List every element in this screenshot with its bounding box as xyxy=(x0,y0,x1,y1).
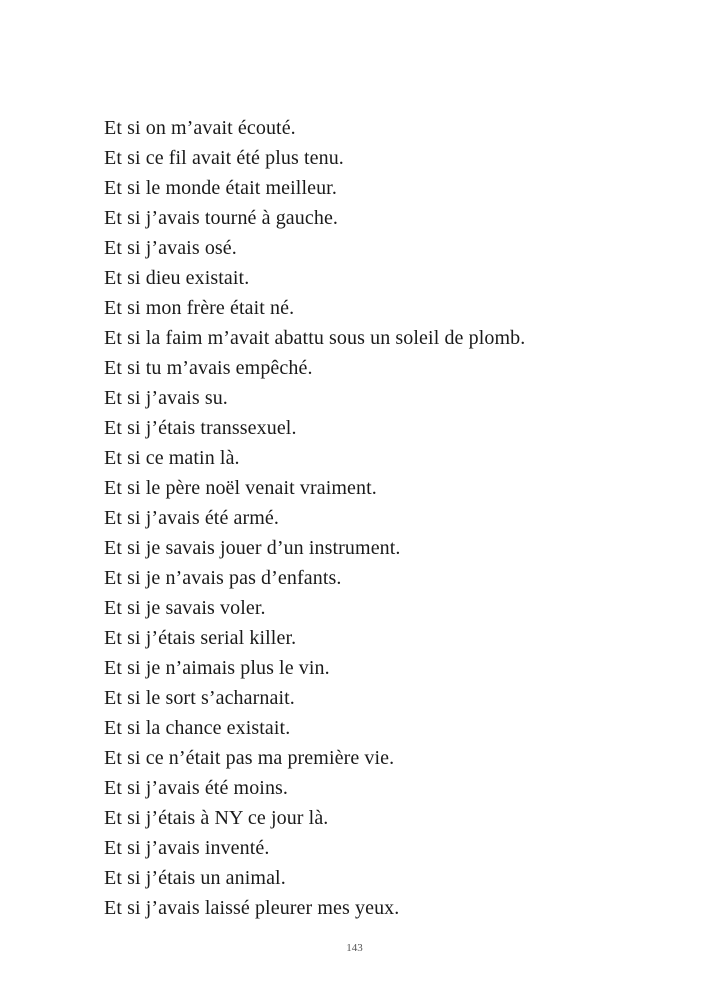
poem-line: Et si ce n’était pas ma première vie. xyxy=(104,747,395,769)
poem-line: Et si je n’aimais plus le vin. xyxy=(104,657,330,679)
poem-line: Et si j’étais transsexuel. xyxy=(104,417,297,439)
poem-line: Et si j’avais tourné à gauche. xyxy=(104,207,339,229)
poem-line: Et si j’étais à NY ce jour là. xyxy=(104,807,329,829)
poem-line: Et si tu m’avais empêché. xyxy=(104,357,313,379)
poem-line: Et si je savais voler. xyxy=(104,597,266,619)
poem-line: Et si j’étais un animal. xyxy=(104,867,286,889)
poem-line: Et si ce fil avait été plus tenu. xyxy=(104,147,344,169)
poem-line: Et si je savais jouer d’un instrument. xyxy=(104,537,401,559)
poem-line: Et si j’étais serial killer. xyxy=(104,627,297,649)
poem-line: Et si ce matin là. xyxy=(104,447,240,469)
poem-line: Et si la chance existait. xyxy=(104,717,291,739)
poem-line: Et si la faim m’avait abattu sous un soleil de plomb. xyxy=(104,327,526,349)
poem-text xyxy=(104,113,525,923)
poem-line: Et si j’avais laissé pleurer mes yeux. xyxy=(104,897,400,919)
poem-line: Et si j’avais été moins. xyxy=(104,777,289,799)
poem-line: Et si le père noël venait vraiment. xyxy=(104,477,377,499)
poem-line: Et si mon frère était né. xyxy=(104,297,295,319)
poem-line: Et si dieu existait. xyxy=(104,267,250,289)
poem-line: Et si le monde était meilleur. xyxy=(104,177,337,199)
poem-line: Et si le sort s’acharnait. xyxy=(104,687,295,709)
poem-line: Et si on m’avait écouté. xyxy=(104,117,296,139)
page-number: 143 xyxy=(346,942,363,954)
poem-line: Et si je n’avais pas d’enfants. xyxy=(104,567,342,589)
poem-line: Et si j’avais été armé. xyxy=(104,507,280,529)
poem-line: Et si j’avais osé. xyxy=(104,237,237,259)
poem-line: Et si j’avais su. xyxy=(104,387,228,409)
poem-line: Et si j’avais inventé. xyxy=(104,837,270,859)
